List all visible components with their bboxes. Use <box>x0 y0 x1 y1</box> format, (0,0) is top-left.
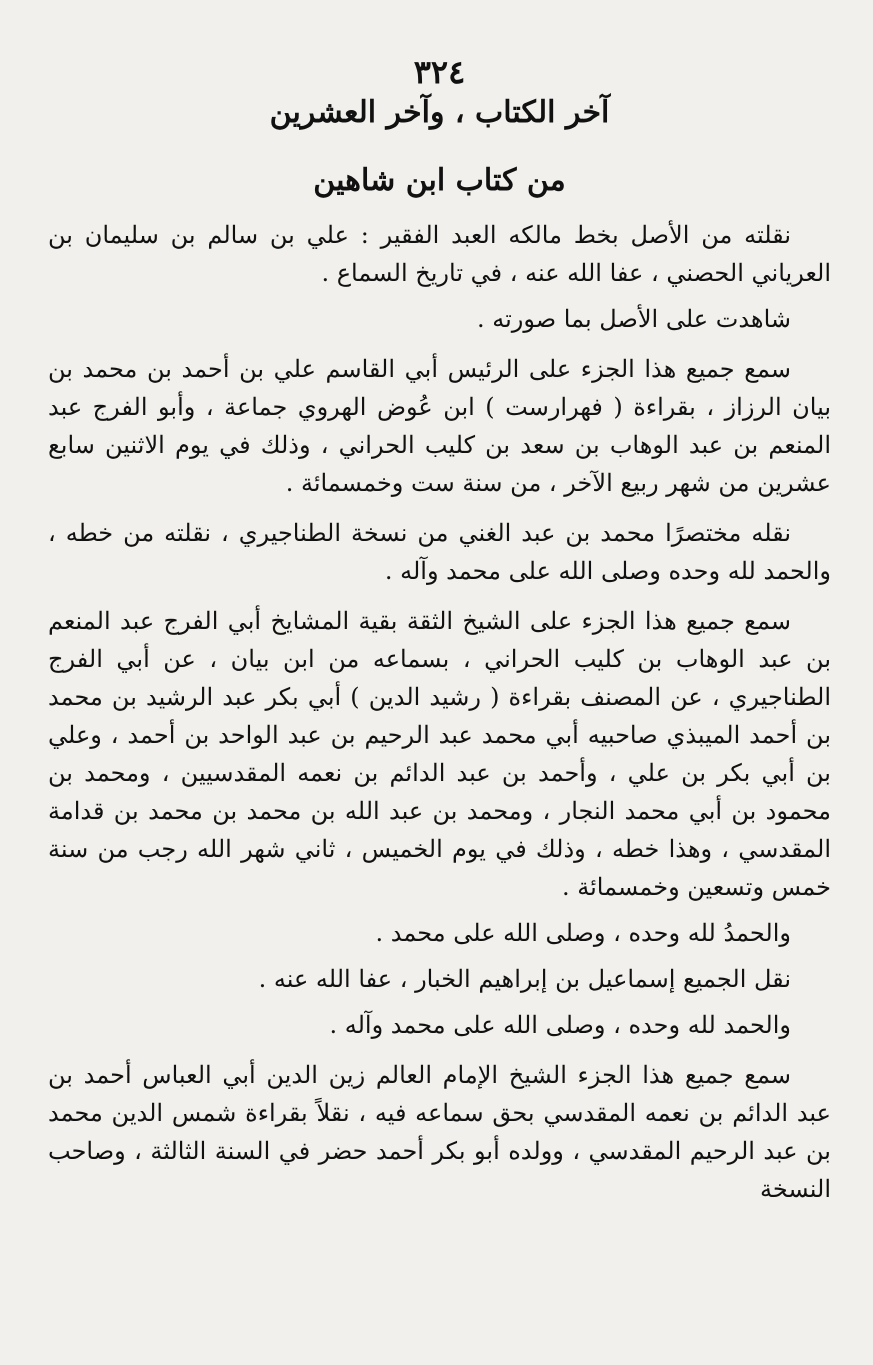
paragraph: والحمد لله وحده ، وصلى الله على محمد وآله . <box>329 1011 791 1039</box>
paragraph: والحمدُ لله وحده ، وصلى الله على محمد . <box>375 919 791 947</box>
paragraph: سمع جميع هذا الجزء الشيخ الإمام العالم زين الدين أبي العباس أحمد بن عبد الدائم بن نعمه المقدسي بحق سماعه فيه ، نقلاً بقراءة شمس الدين محمد بن عبد الرحيم المقدسي ، وولده أبو بكر أحمد حضر في السنة الثالثة ، وصاحب النسخة <box>48 1061 831 1203</box>
paragraph: نقلته من الأصل بخط مالكه العبد الفقير : علي بن سالم بن سليمان بن العرياني الحصني ، عفا الله عنه ، في تاريخ السماع . <box>48 221 831 287</box>
page-number: ٣٢٤ <box>413 53 466 91</box>
paragraph: سمع جميع هذا الجزء على الشيخ الثقة بقية المشايخ أبي الفرج عبد المنعم بن عبد الوهاب بن كليب الحراني ، بسماعه من ابن بيان ، عن أبي الفرج الطناجيري ، عن المصنف بقراءة ( رشيد الدين ) أبي بكر عبد الرشيد بن محمد بن أحمد الميبذي صاحبيه أبي محمد عبد الرحيم بن عبد الواحد بن أحمد ، وعلي بن أبي بكر بن علي ، وأحمد بن عبد الدائم بن نعمه المقدسيين ، ومحمد بن محمود بن أبي محمد النجار ، ومحمد بن عبد الله بن محمد بن محمد بن قدامة المقدسي ، وهذا خطه ، وذلك في يوم الخميس ، ثاني شهر الله رجب من سنة خمس وتسعين وخمسمائة . <box>48 607 831 901</box>
paragraph: نقل الجميع إسماعيل بن إبراهيم الخبار ، عفا الله عنه . <box>258 965 791 993</box>
body-text <box>48 216 831 1208</box>
paragraph: سمع جميع هذا الجزء على الرئيس أبي القاسم علي بن أحمد بن محمد بن بيان الرزاز ، بقراءة ( فهرارست ) ابن عُوض الهروي جماعة ، وأبو الفرج عبد المنعم بن عبد الوهاب بن سعد بن كليب الحراني ، وذلك في يوم الاثنين سابع عشرين من شهر ربيع الآخر ، من سنة ست وخمسمائة . <box>48 355 831 497</box>
paragraph: نقله مختصرًا محمد بن عبد الغني من نسخة الطناجيري ، نقلته من خطه ، والحمد لله وحده وصلى الله على محمد وآله . <box>48 519 831 585</box>
page-subtitle: من كتاب ابن شاهين <box>313 163 566 198</box>
paragraph: شاهدت على الأصل بما صورته . <box>476 305 791 333</box>
page-title: آخر الكتاب ، وآخر العشرين <box>269 95 610 130</box>
